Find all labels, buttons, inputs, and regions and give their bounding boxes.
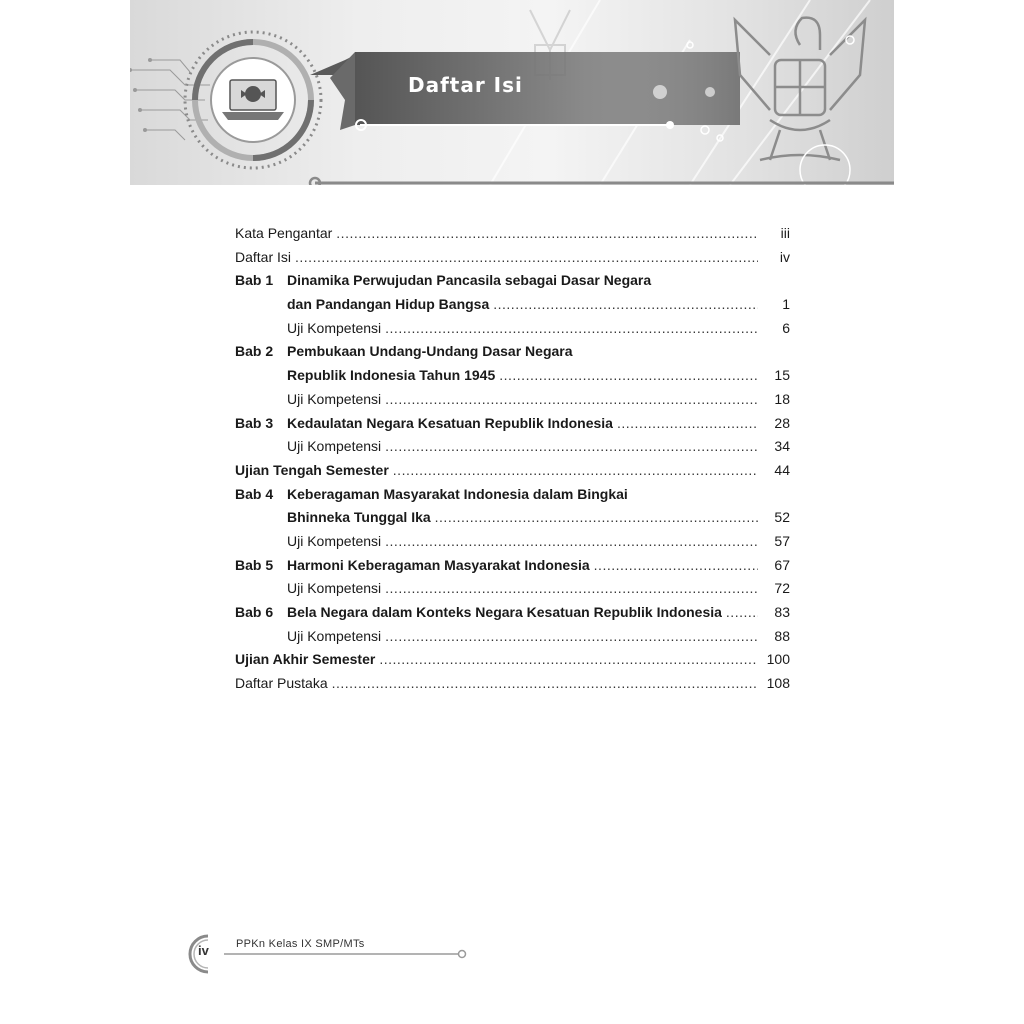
laptop-garuda-logo-icon xyxy=(222,80,284,120)
toc-entry-label: Pembukaan Undang-Undang Dasar Negara xyxy=(287,343,573,360)
dot-leader xyxy=(385,625,758,649)
toc-entry-label: Harmoni Keberagaman Masyarakat Indonesia xyxy=(287,556,590,573)
page-title: Daftar Isi xyxy=(408,73,523,97)
toc-page-number: 1 xyxy=(782,296,790,313)
dot-leader xyxy=(385,530,758,554)
toc-page-number: 83 xyxy=(774,604,790,620)
toc-row xyxy=(235,577,790,601)
dot-leader xyxy=(295,246,758,270)
dot-leader xyxy=(385,388,758,412)
toc-page-number: iii xyxy=(780,225,790,241)
page-number: iv xyxy=(198,943,209,958)
dot-leader xyxy=(726,601,758,625)
toc-entry-label: Uji Kompetensi xyxy=(287,580,382,597)
toc-row xyxy=(235,364,790,388)
toc-page-number: iv xyxy=(779,248,790,265)
dot-leader xyxy=(332,672,758,696)
toc-page-number: 44 xyxy=(774,461,790,478)
toc-page-number: 88 xyxy=(774,627,790,644)
toc-row xyxy=(235,293,790,317)
toc-row xyxy=(235,530,790,554)
dot-leader xyxy=(493,293,758,317)
dot-leader xyxy=(435,506,758,530)
toc-page-number: 100 xyxy=(766,651,790,668)
toc-page-number: 57 xyxy=(774,532,790,549)
toc-row xyxy=(235,246,790,270)
toc-entry-label: Uji Kompetensi xyxy=(287,438,382,455)
toc-page-number: 34 xyxy=(774,438,790,455)
toc-row xyxy=(235,222,790,246)
book-title: PPKn Kelas IX SMP/MTs xyxy=(236,938,365,950)
toc-row xyxy=(235,648,790,672)
toc-entry-label: Keberagaman Masyarakat Indonesia dalam Bingkai xyxy=(287,485,628,502)
toc-row xyxy=(235,412,790,436)
toc-row xyxy=(235,672,790,696)
toc-row xyxy=(235,625,790,649)
toc-page-number: 6 xyxy=(782,319,790,336)
toc-entry-label: Kedaulatan Negara Kesatuan Republik Indonesia xyxy=(287,414,613,431)
toc-page-number: 15 xyxy=(774,367,790,384)
dot-leader xyxy=(336,222,758,246)
toc-entry-label: Dinamika Perwujudan Pancasila sebagai Dasar Negara xyxy=(287,272,652,289)
toc-chapter-number: Bab 2 xyxy=(235,343,274,360)
toc-chapter-number: Bab 1 xyxy=(235,272,274,289)
toc-row xyxy=(235,554,790,578)
toc-entry-label: Daftar Isi xyxy=(235,248,292,265)
toc-entry-label: Uji Kompetensi xyxy=(287,319,382,336)
toc-page-number: 18 xyxy=(774,390,790,407)
dot-leader xyxy=(499,364,758,388)
toc-entry-label: Kata Pengantar xyxy=(235,225,333,241)
toc-entry-label: Ujian Tengah Semester xyxy=(235,461,389,478)
dot-leader xyxy=(385,317,758,341)
toc-row xyxy=(235,459,790,483)
toc-chapter-number: Bab 4 xyxy=(235,485,274,502)
dot-leader xyxy=(393,459,758,483)
toc-row xyxy=(235,269,790,293)
toc-entry-label: dan Pandangan Hidup Bangsa xyxy=(287,296,490,313)
toc-entry-label: Daftar Pustaka xyxy=(235,675,328,692)
toc-row xyxy=(235,340,790,364)
toc-page-number: 52 xyxy=(774,509,790,526)
header-banner xyxy=(130,0,894,185)
toc-chapter-number: Bab 6 xyxy=(235,604,274,620)
toc-entry-label: Bhinneka Tunggal Ika xyxy=(287,509,431,526)
toc-entry-label: Ujian Akhir Semester xyxy=(235,651,376,668)
toc-entry-label: Uji Kompetensi xyxy=(287,390,382,407)
toc-page-number: 108 xyxy=(766,675,790,692)
dot-leader xyxy=(594,554,758,578)
toc-row xyxy=(235,435,790,459)
page-footer xyxy=(186,930,476,980)
toc-entry-label: Bela Negara dalam Konteks Negara Kesatuan Republik Indonesia xyxy=(287,604,722,620)
toc-page-number: 28 xyxy=(774,414,790,431)
toc-entry-label: Uji Kompetensi xyxy=(287,532,382,549)
toc-row xyxy=(235,317,790,341)
toc-row xyxy=(235,601,790,625)
toc-chapter-number: Bab 3 xyxy=(235,414,274,431)
table-of-contents xyxy=(235,222,790,696)
toc-row xyxy=(235,388,790,412)
toc-page-number: 67 xyxy=(774,556,790,573)
dot-leader xyxy=(385,577,758,601)
toc-row xyxy=(235,483,790,507)
dot-leader xyxy=(617,412,758,436)
dot-leader xyxy=(379,648,758,672)
toc-row xyxy=(235,506,790,530)
toc-chapter-number: Bab 5 xyxy=(235,556,274,573)
toc-entry-label: Uji Kompetensi xyxy=(287,627,382,644)
toc-page-number: 72 xyxy=(774,580,790,597)
toc-entry-label: Republik Indonesia Tahun 1945 xyxy=(287,367,496,384)
dot-leader xyxy=(385,435,758,459)
